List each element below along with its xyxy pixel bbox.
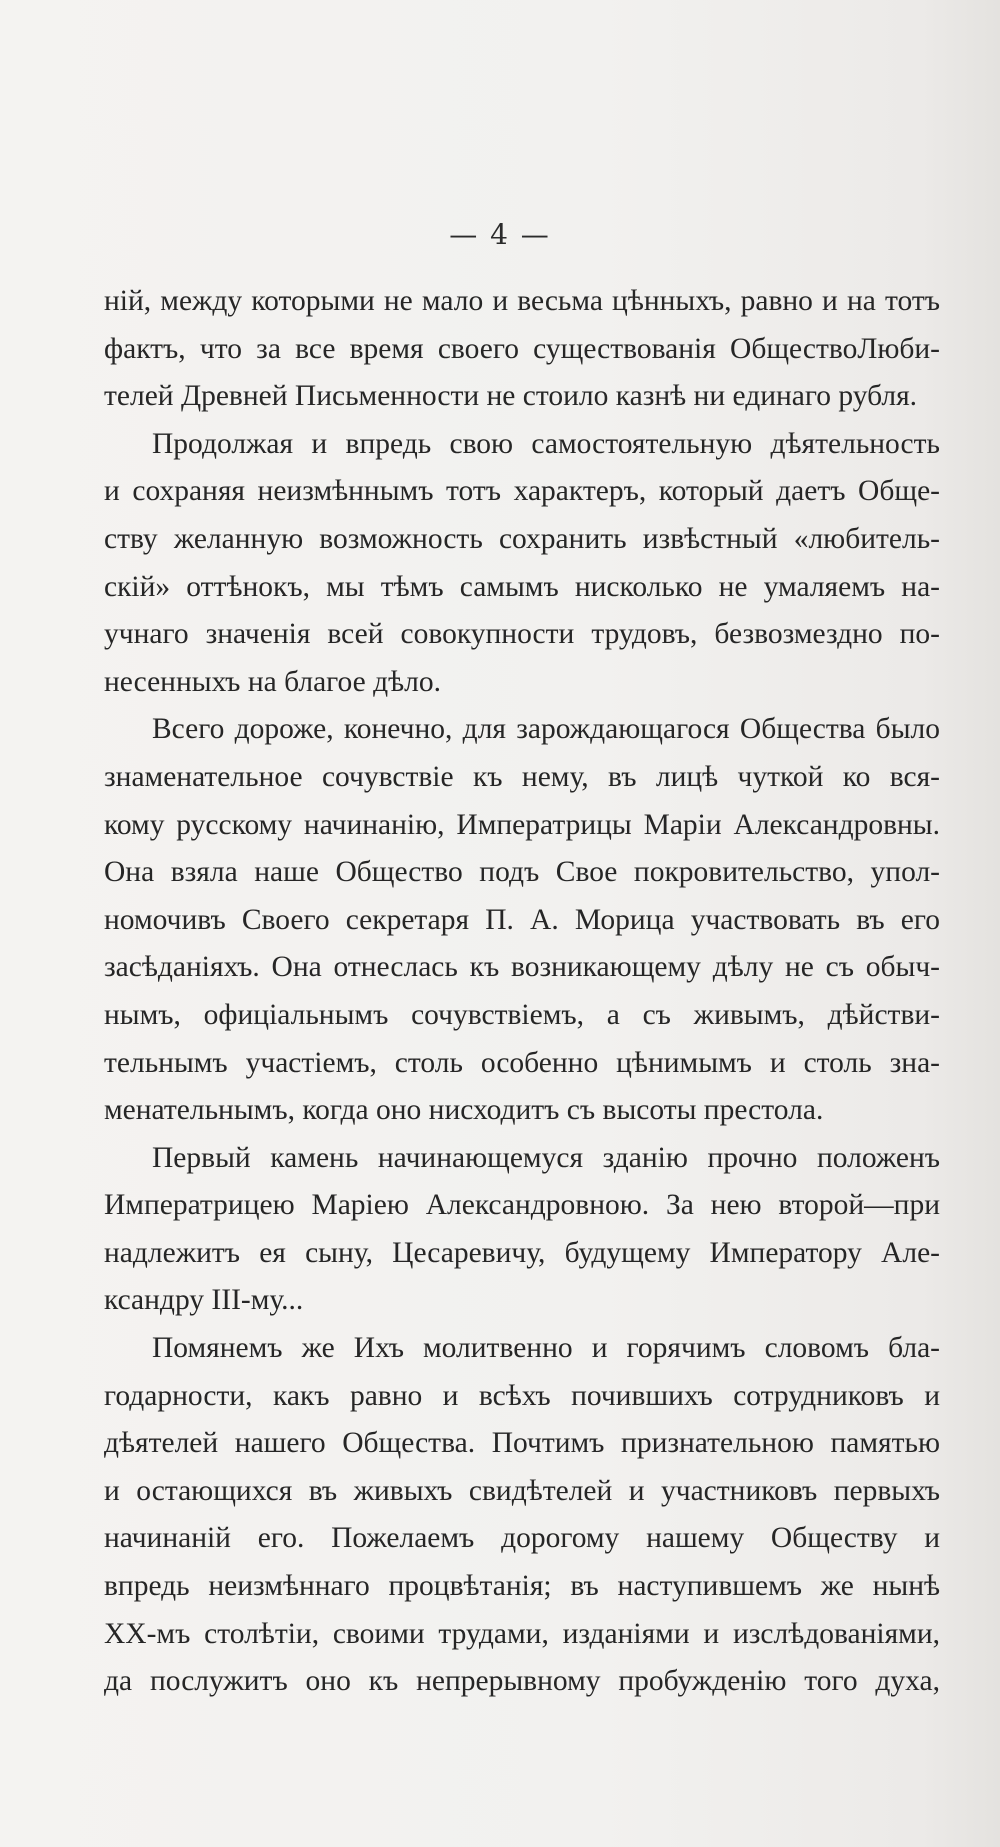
text-line: засѣданіяхъ. Она отнеслась къ возникающему дѣлу не съ обыч- (104, 951, 940, 984)
text-line: тельнымъ участіемъ, столь особенно цѣнимымъ и столь зна- (104, 1046, 940, 1079)
text-line: Помянемъ же Ихъ молитвенно и горячимъ словомъ бла- (152, 1332, 940, 1365)
text-line: ній, между которыми не мало и весьма цѣнныхъ, равно и на тотъ (104, 285, 940, 317)
text-line: ству желанную возможность сохранить извѣстный «любитель- (104, 522, 940, 555)
text-line: кому русскому начинанію, Императрицы Маріи Александровны. (104, 808, 940, 841)
text-line: номочивъ Своего секретаря П. А. Морица участвовать въ его (104, 903, 940, 936)
text-line: Всего дороже, конечно, для зарождающагося Общества было (152, 713, 940, 746)
text-line: впредь неизмѣннаго процвѣтанія; въ наступившемъ же нынѣ (104, 1570, 940, 1603)
page-number: — 4 — (449, 218, 551, 251)
text-line: и остающихся въ живыхъ свидѣтелей и участниковъ первыхъ (104, 1474, 940, 1507)
text-line: годарности, какъ равно и всѣхъ почившихъ сотрудниковъ и (104, 1379, 940, 1412)
text-line: и сохраняя неизмѣннымъ тотъ характеръ, который даетъ Обще- (104, 475, 940, 508)
text-line: несенныхъ на благое дѣло. (104, 665, 441, 698)
text-line: Она взяла наше Общество подъ Свое покровительство, упол- (104, 856, 940, 889)
text-line: Императрицею Маріею Александровною. За нею второй—при (104, 1189, 940, 1222)
text-line: XX-мъ столѣтіи, своими трудами, изданіями и изслѣдованіями, (104, 1617, 940, 1650)
text-line: фактъ, что за все время своего существованія ОбществоЛюби- (104, 332, 940, 365)
body-text (104, 278, 940, 1706)
text-line: надлежитъ ея сыну, Цесаревичу, будущему Императору Але- (104, 1236, 940, 1269)
text-line: менательнымъ, когда оно нисходитъ съ высоты престола. (104, 1094, 824, 1127)
text-line: ксандру III-му... (104, 1284, 304, 1317)
text-line: скій» оттѣнокъ, мы тѣмъ самымъ нисколько не умаляемъ на- (104, 570, 940, 603)
text-line: нымъ, офиціальнымъ сочувствіемъ, а съ живымъ, дѣйстви- (104, 998, 940, 1031)
text-line: дѣятелей нашего Общества. Почтимъ признательною памятью (104, 1427, 940, 1460)
text-line: знаменательное сочувствіе къ нему, въ лицѣ чуткой ко вся- (104, 760, 940, 793)
text-line: начинаній его. Пожелаемъ дорогому нашему Обществу и (104, 1522, 940, 1555)
text-line: телей Древней Письменности не стоило казнѣ ни единаго рубля. (104, 380, 918, 413)
text-line: учнаго значенія всей совокупности трудовъ, безвозмездно по- (104, 618, 940, 651)
text-line: да послужитъ оно къ непрерывному пробужденію того духа, (104, 1665, 940, 1698)
text-line: Первый камень начинающемуся зданію прочно положенъ (152, 1141, 940, 1174)
text-line: Продолжая и впредь свою самостоятельную дѣятельность (152, 427, 940, 460)
